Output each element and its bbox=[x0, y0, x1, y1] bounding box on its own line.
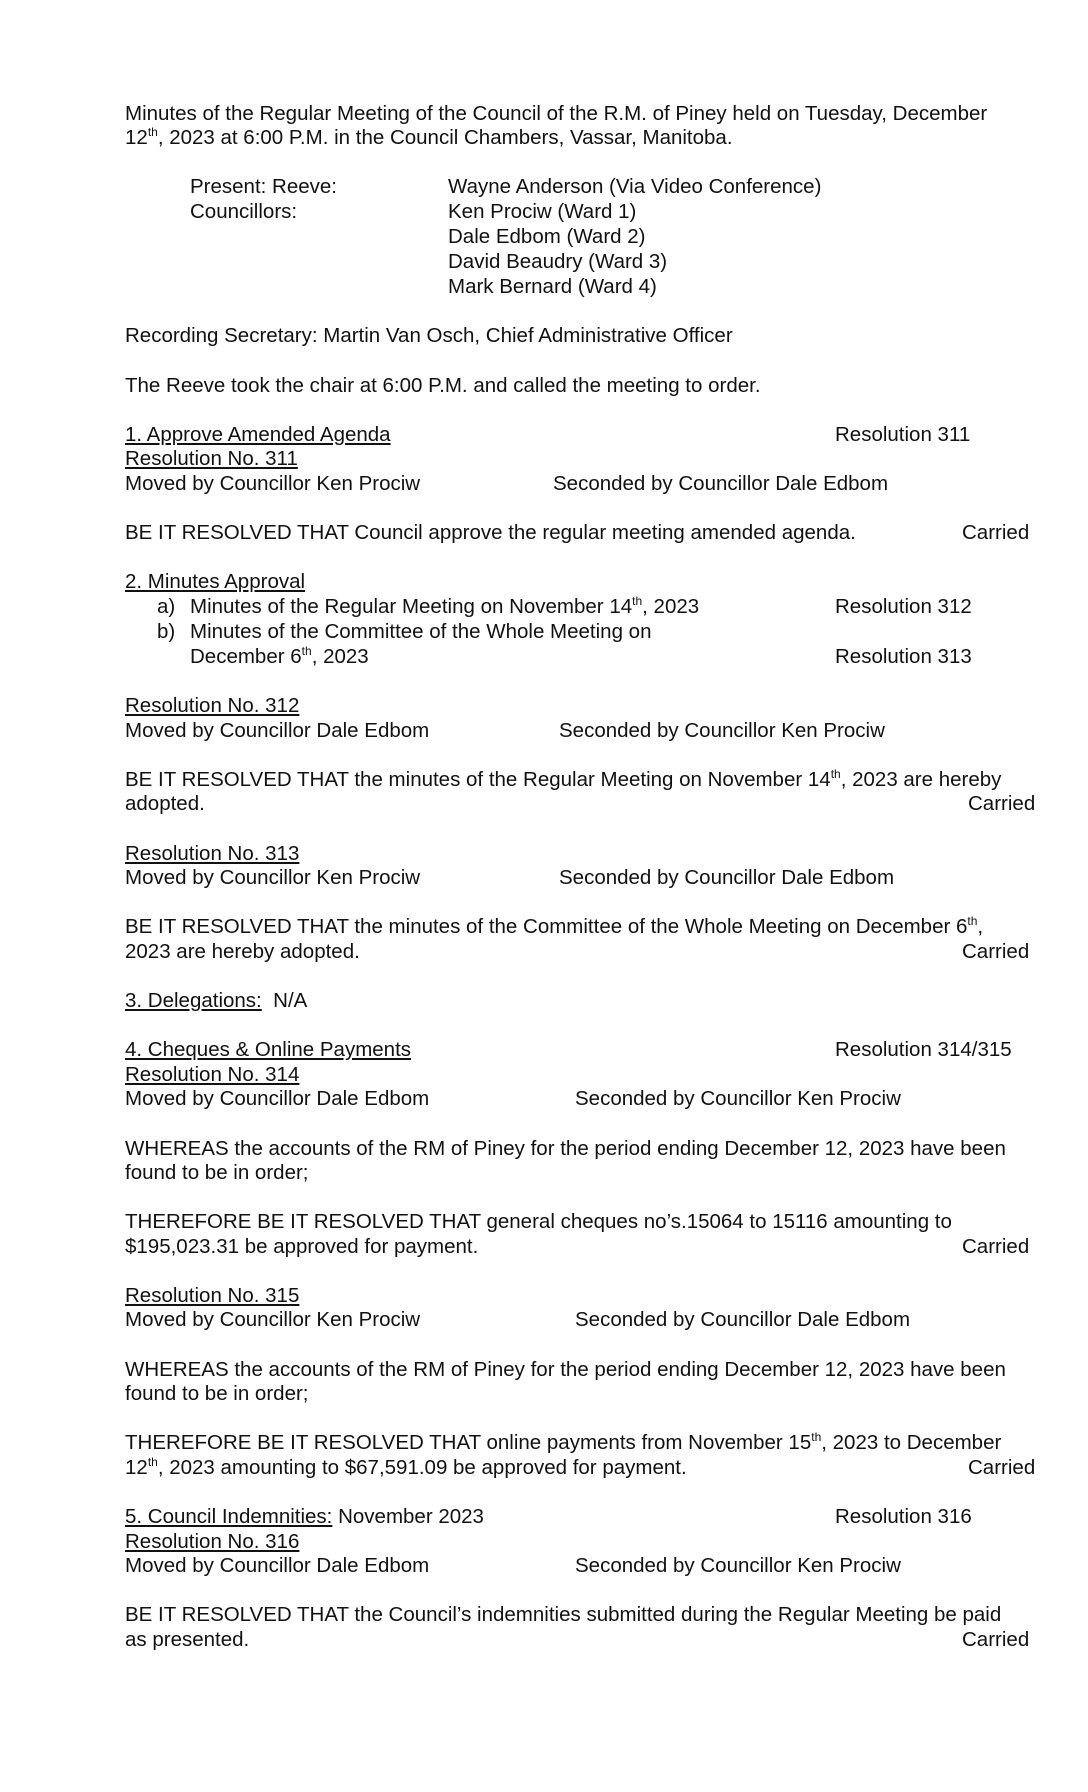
resolution-314-seconded: Seconded by Councillor Ken Prociw bbox=[575, 1087, 901, 1110]
resolution-315-whereas-line-1: WHEREAS the accounts of the RM of Piney for the period ending December 12, 2023 have been bbox=[125, 1358, 1006, 1381]
item-a-resolution-ref: Resolution 312 bbox=[835, 595, 972, 618]
resolution-311-body: BE IT RESOLVED THAT Council approve the regular meeting amended agenda. bbox=[125, 521, 856, 544]
resolution-312-body-line-1 bbox=[125, 768, 1001, 792]
resolution-314-whereas-line-1: WHEREAS the accounts of the RM of Piney for the period ending December 12, 2023 have been bbox=[125, 1137, 1006, 1160]
resolution-315-date-day: 12 bbox=[125, 1456, 148, 1479]
resolution-316-moved: Moved by Councillor Dale Edbom bbox=[125, 1554, 430, 1577]
item-b-date-start: December 6 bbox=[190, 645, 302, 668]
councillors-label: Councillors: bbox=[190, 200, 298, 223]
resolution-312-body-line-2: adopted. bbox=[125, 792, 205, 815]
resolution-314-number: Resolution No. 314 bbox=[125, 1063, 300, 1086]
item-b-text-line-1: Minutes of the Committee of the Whole Meeting on bbox=[190, 620, 652, 643]
resolution-311-seconded: Seconded by Councillor Dale Edbom bbox=[553, 472, 889, 495]
resolution-313-body-start: BE IT RESOLVED THAT the minutes of the Committee of the Whole Meeting on December 6 bbox=[125, 915, 968, 938]
resolution-315-therefore-line-2 bbox=[125, 1456, 687, 1480]
item-b-resolution-ref: Resolution 313 bbox=[835, 645, 972, 668]
reeve-name: Wayne Anderson (Via Video Conference) bbox=[448, 175, 822, 198]
resolution-315-suffix-2: th bbox=[147, 1455, 158, 1469]
resolution-311-number: Resolution No. 311 bbox=[125, 447, 298, 470]
resolution-312-moved: Moved by Councillor Dale Edbom bbox=[125, 719, 430, 742]
intro-date-rest: , 2023 at 6:00 P.M. in the Council Chambers, Vassar, Manitoba. bbox=[157, 126, 733, 149]
resolution-312-suffix: th bbox=[830, 767, 841, 781]
resolution-311-moved: Moved by Councillor Ken Prociw bbox=[125, 472, 421, 495]
resolution-312-seconded: Seconded by Councillor Ken Prociw bbox=[559, 719, 885, 742]
resolution-312-body-start: BE IT RESOLVED THAT the minutes of the Regular Meeting on November 14 bbox=[125, 768, 831, 791]
resolution-313-body-end: , bbox=[977, 915, 984, 938]
call-to-order: The Reeve took the chair at 6:00 P.M. and called the meeting to order. bbox=[125, 374, 761, 397]
resolution-315-status: Carried bbox=[968, 1456, 1036, 1479]
resolution-316-status: Carried bbox=[962, 1628, 1030, 1651]
section-5-resolution-ref: Resolution 316 bbox=[835, 1505, 972, 1528]
section-5-line bbox=[125, 1505, 484, 1529]
section-3-heading: 3. Delegations: bbox=[125, 989, 262, 1012]
resolution-314-status: Carried bbox=[962, 1235, 1030, 1258]
intro-line-2 bbox=[125, 126, 733, 150]
item-b-text-line-2 bbox=[190, 645, 369, 669]
resolution-314-therefore-line-1: THEREFORE BE IT RESOLVED THAT general cheques no’s.15064 to 15116 amounting to bbox=[125, 1210, 952, 1233]
resolution-315-seconded: Seconded by Councillor Dale Edbom bbox=[575, 1308, 911, 1331]
item-a-marker: a) bbox=[157, 595, 176, 618]
item-a-text-end: , 2023 bbox=[642, 595, 700, 618]
resolution-314-therefore-line-2: $195,023.31 be approved for payment. bbox=[125, 1235, 479, 1258]
resolution-312-status: Carried bbox=[968, 792, 1036, 815]
resolution-313-body-line-1 bbox=[125, 915, 983, 939]
resolution-316-seconded: Seconded by Councillor Ken Prociw bbox=[575, 1554, 901, 1577]
section-4-heading: 4. Cheques & Online Payments bbox=[125, 1038, 412, 1061]
resolution-311-status: Carried bbox=[962, 521, 1030, 544]
section-5-heading: 5. Council Indemnities: bbox=[125, 1505, 333, 1528]
resolution-315-therefore-end: , 2023 to December bbox=[821, 1431, 1002, 1454]
intro-date-suffix: th bbox=[147, 125, 158, 139]
item-a-text bbox=[190, 595, 699, 619]
resolution-315-therefore-start: THEREFORE BE IT RESOLVED THAT online payments from November 15 bbox=[125, 1431, 812, 1454]
section-1-resolution-ref: Resolution 311 bbox=[835, 423, 971, 446]
resolution-314-whereas-line-2: found to be in order; bbox=[125, 1161, 309, 1184]
councillor-ward-4: Mark Bernard (Ward 4) bbox=[448, 275, 657, 298]
resolution-312-number: Resolution No. 312 bbox=[125, 694, 300, 717]
item-b-suffix: th bbox=[301, 644, 312, 658]
resolution-313-number: Resolution No. 313 bbox=[125, 842, 300, 865]
section-3-line bbox=[125, 989, 307, 1013]
resolution-316-body-line-1: BE IT RESOLVED THAT the Council’s indemnities submitted during the Regular Meeting be paid bbox=[125, 1603, 1002, 1626]
resolution-313-status: Carried bbox=[962, 940, 1030, 963]
councillor-ward-1: Ken Prociw (Ward 1) bbox=[448, 200, 637, 223]
intro-date-day: 12 bbox=[125, 126, 148, 149]
section-2-heading: 2. Minutes Approval bbox=[125, 570, 306, 593]
resolution-315-moved: Moved by Councillor Ken Prociw bbox=[125, 1308, 421, 1331]
resolution-315-suffix-1: th bbox=[811, 1430, 822, 1444]
present-reeve-label: Present: Reeve: bbox=[190, 175, 337, 198]
resolution-316-number: Resolution No. 316 bbox=[125, 1530, 300, 1553]
recording-secretary: Recording Secretary: Martin Van Osch, Chief Administrative Officer bbox=[125, 324, 733, 347]
section-4-resolution-ref: Resolution 314/315 bbox=[835, 1038, 1012, 1061]
intro-line-1: Minutes of the Regular Meeting of the Council of the R.M. of Piney held on Tuesday, December bbox=[125, 102, 988, 125]
resolution-313-body-line-2: 2023 are hereby adopted. bbox=[125, 940, 360, 963]
section-1-heading: 1. Approve Amended Agenda bbox=[125, 423, 391, 446]
resolution-313-moved: Moved by Councillor Ken Prociw bbox=[125, 866, 421, 889]
item-b-date-end: , 2023 bbox=[311, 645, 369, 668]
resolution-313-seconded: Seconded by Councillor Dale Edbom bbox=[559, 866, 895, 889]
resolution-316-body-line-2: as presented. bbox=[125, 1628, 250, 1651]
resolution-315-whereas-line-2: found to be in order; bbox=[125, 1382, 309, 1405]
resolution-315-therefore-line-1 bbox=[125, 1431, 1001, 1455]
resolution-312-body-end: , 2023 are hereby bbox=[840, 768, 1002, 791]
section-3-value: N/A bbox=[273, 989, 308, 1012]
item-a-suffix: th bbox=[632, 594, 643, 608]
councillor-ward-2: Dale Edbom (Ward 2) bbox=[448, 225, 646, 248]
section-5-period: November 2023 bbox=[338, 1505, 484, 1528]
item-a-text-start: Minutes of the Regular Meeting on November 14 bbox=[190, 595, 633, 618]
resolution-314-moved: Moved by Councillor Dale Edbom bbox=[125, 1087, 430, 1110]
resolution-315-number: Resolution No. 315 bbox=[125, 1284, 300, 1307]
resolution-315-amount-text: , 2023 amounting to $67,591.09 be approved for payment. bbox=[157, 1456, 687, 1479]
resolution-313-suffix: th bbox=[967, 914, 978, 928]
councillor-ward-3: David Beaudry (Ward 3) bbox=[448, 250, 668, 273]
item-b-marker: b) bbox=[157, 620, 176, 643]
